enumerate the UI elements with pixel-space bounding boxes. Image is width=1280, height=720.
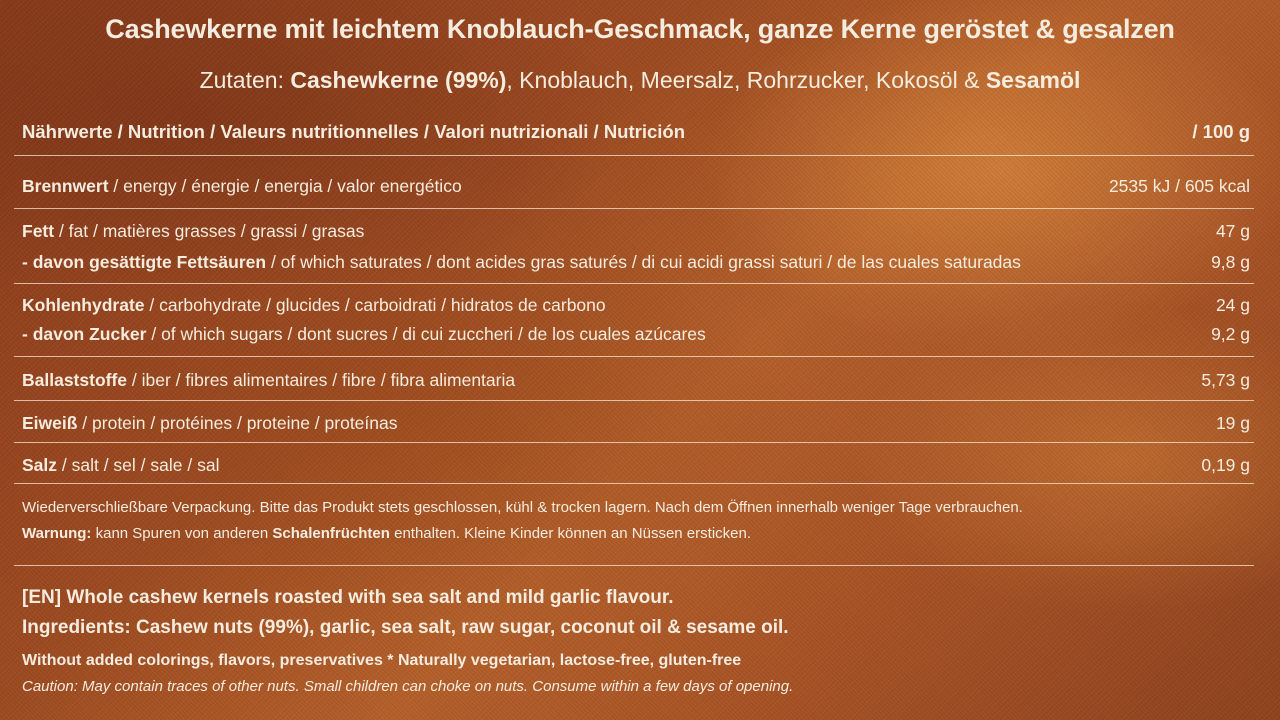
row-label-bold: Salz <box>22 455 58 475</box>
row-label: / energy / énergie / energia / valor energético <box>108 176 462 196</box>
table-row <box>22 221 1250 242</box>
row-value: 24 g <box>1215 295 1250 315</box>
table-row <box>22 176 1250 197</box>
warning-text: kann Spuren von anderen <box>91 525 273 542</box>
row-label-bold: - davon Zucker <box>22 324 147 344</box>
row-label-bold: Ballaststoffe <box>22 370 128 390</box>
warning-note <box>22 525 751 542</box>
divider <box>14 400 1254 401</box>
row-label: / protein / protéines / proteine / proteínas <box>77 413 398 433</box>
divider <box>14 356 1254 357</box>
row-value: 9,2 g <box>1211 324 1250 344</box>
divider <box>14 283 1254 284</box>
warning-nuts: Schalenfrüchten <box>272 525 390 542</box>
english-description: [EN] Whole cashew kernels roasted with sea salt and mild garlic flavour. <box>22 587 674 608</box>
divider <box>14 442 1254 443</box>
row-value: 47 g <box>1215 221 1250 241</box>
row-label: / carbohydrate / glucides / carboidrati / hidratos de carbono <box>144 295 606 315</box>
row-value: 9,8 g <box>1211 252 1250 272</box>
table-header-value: / 100 g <box>1192 121 1250 142</box>
row-label-bold: Fett <box>22 221 55 241</box>
divider <box>14 565 1254 566</box>
row-label: / fat / matières grasses / grassi / grasas <box>54 221 365 241</box>
row-label: / of which saturates / dont acides gras saturés / di cui acidi grassi saturi / de las cuales saturadas <box>266 252 1021 272</box>
row-value: 2535 kJ / 605 kcal <box>1108 176 1250 196</box>
table-row <box>22 370 1250 391</box>
storage-note: Wiederverschließbare Verpackung. Bitte das Produkt stets geschlossen, kühl & trocken lagern. Nach dem Öffnen innerhalb weniger Tage verbrauchen. <box>22 499 1023 516</box>
ingredients-middle: , Knoblauch, Meersalz, Rohrzucker, Kokosöl & <box>506 67 986 93</box>
divider <box>14 483 1254 484</box>
table-row <box>22 295 1250 316</box>
divider <box>14 208 1254 209</box>
table-row <box>22 252 1250 273</box>
table-row <box>22 324 1250 345</box>
divider <box>14 155 1254 156</box>
english-ingredients: Ingredients: Cashew nuts (99%), garlic, sea salt, raw sugar, coconut oil & sesame oil. <box>22 617 789 638</box>
row-value: 19 g <box>1215 413 1250 433</box>
warning-label: Warnung: <box>22 525 92 542</box>
row-label: / of which sugars / dont sucres / di cui zuccheri / de los cuales azúcares <box>146 324 706 344</box>
row-value: 5,73 g <box>1201 370 1250 390</box>
row-label-bold: Kohlenhydrate <box>22 295 145 315</box>
ingredients-prefix: Zutaten: <box>199 67 291 93</box>
warning-text-end: enthalten. Kleine Kinder können an Nüssen ersticken. <box>389 525 751 542</box>
product-title: Cashewkerne mit leichtem Knoblauch-Geschmack, ganze Kerne geröstet & gesalzen <box>105 14 1175 44</box>
row-label-bold: Eiweiß <box>22 413 78 433</box>
table-header-label: Nährwerte / Nutrition / Valeurs nutritionnelles / Valori nutrizionali / Nutrición <box>22 121 686 142</box>
row-value: 0,19 g <box>1201 455 1250 475</box>
row-label-bold: Brennwert <box>22 176 109 196</box>
row-label-bold: - davon gesättigte Fettsäuren <box>22 252 267 272</box>
table-header <box>22 121 1250 143</box>
row-label: / salt / sel / sale / sal <box>57 455 220 475</box>
ingredients-line <box>0 67 1280 94</box>
row-label: / iber / fibres alimentaires / fibre / fibra alimentaria <box>127 370 516 390</box>
ingredients-main: Cashewkerne (99%) <box>290 67 507 93</box>
english-caution: Caution: May contain traces of other nuts. Small children can choke on nuts. Consume within a few days of opening. <box>22 678 794 695</box>
table-row <box>22 413 1250 434</box>
ingredients-sesame: Sesamöl <box>985 67 1081 93</box>
table-row <box>22 455 1250 476</box>
english-claims: Without added colorings, flavors, preservatives * Naturally vegetarian, lactose-free, gluten-free <box>22 652 742 669</box>
